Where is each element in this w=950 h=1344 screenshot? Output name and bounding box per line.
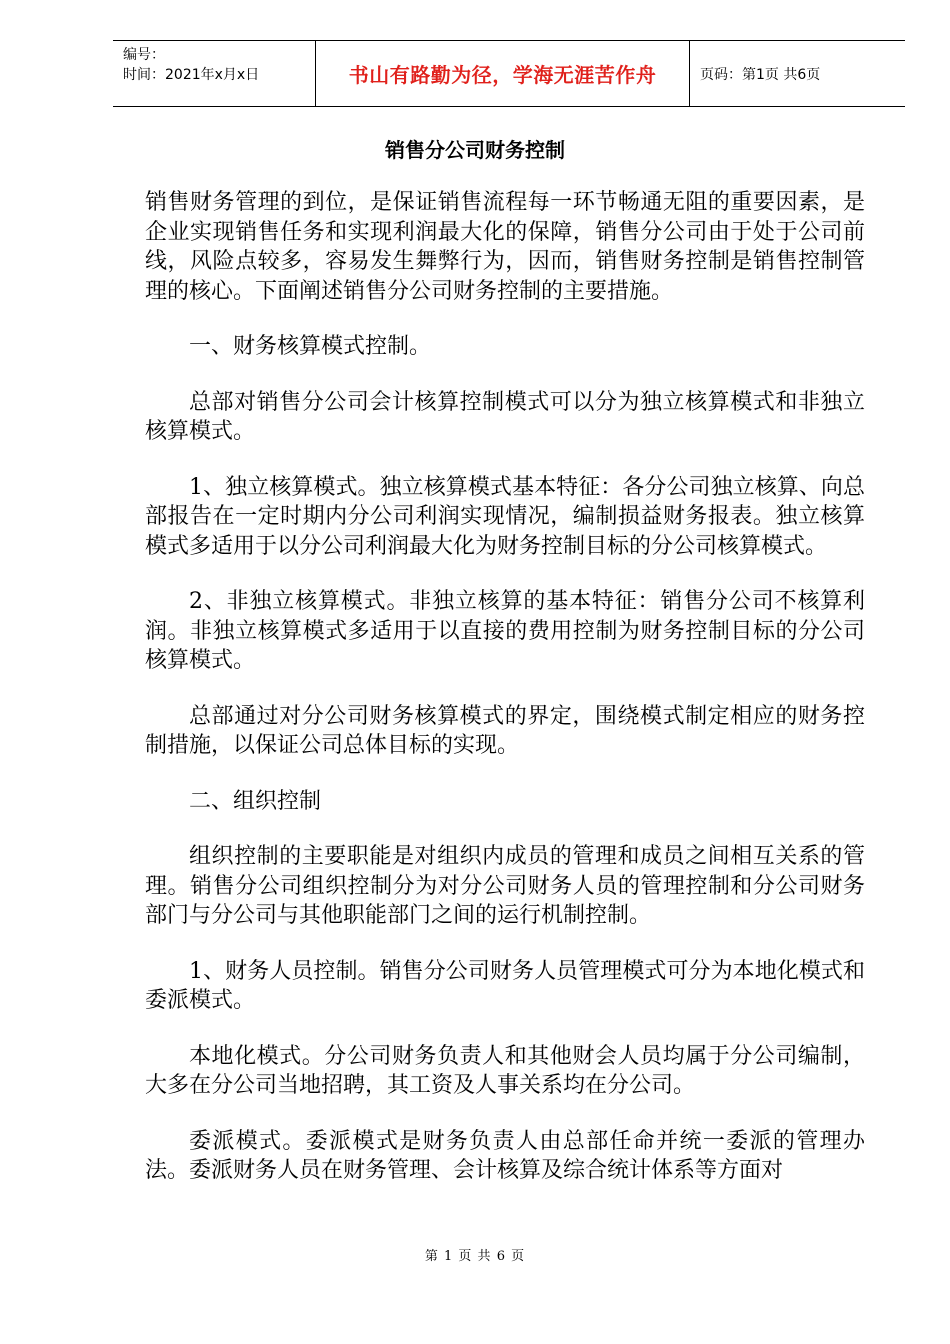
paragraph: 1、独立核算模式。独立核算模式基本特征：各分公司独立核算、向总部报告在一定时期内分公司利润实现情况，编制损益财务报表。独立核算模式多适用于以分公司利润最大化为财务控制目标的分公司核算模式。: [145, 474, 865, 559]
paragraph: 1、财务人员控制。销售分公司财务人员管理模式可分为本地化模式和委派模式。: [145, 958, 865, 1013]
paragraph: 2、非独立核算模式。非独立核算的基本特征：销售分公司不核算利润。非独立核算模式多适用于以直接的费用控制为财务控制目标的分公司核算模式。: [145, 589, 865, 673]
header-motto: 书山有路勤为径，学海无涯苦作舟: [348, 63, 657, 87]
header-meta-cell: [113, 41, 316, 106]
document-code-label: 编号：: [123, 47, 165, 63]
header-page-info: 页码：第1页 共6页: [700, 66, 821, 83]
paragraph: 本地化模式。分公司财务负责人和其他财会人员均属于分公司编制，大多在分公司当地招聘，其工资及人事关系均在分公司。: [145, 1043, 865, 1098]
section-heading-organization-control: 二、组织控制: [189, 788, 322, 814]
header-table: [113, 40, 905, 107]
document-body: [145, 188, 865, 1212]
paragraph: 委派模式。委派模式是财务负责人由总部任命并统一委派的管理办法。委派财务人员在财务管理、会计核算及综合统计体系等方面对: [145, 1128, 865, 1183]
section-heading-accounting-mode: 一、财务核算模式控制。: [189, 334, 432, 359]
paragraph: 总部对销售分公司会计核算控制模式可以分为独立核算模式和非独立核算模式。: [145, 389, 865, 444]
header-motto-cell: [316, 41, 690, 106]
paragraph-intro: 销售财务管理的到位，是保证销售流程每一环节畅通无阻的重要因素，是企业实现销售任务和实现利润最大化的保障，销售分公司由于处于公司前线，风险点较多，容易发生舞弊行为，因而，销售财务控制是销售控制管理的核心。下面阐述销售分公司财务控制的主要措施。: [145, 190, 865, 304]
document-time-label: 时间：2021年x月x日: [123, 67, 260, 83]
header-page-cell: [690, 41, 905, 106]
page-footer: 第 1 页 共 6 页: [424, 1249, 526, 1264]
paragraph: 组织控制的主要职能是对组织内成员的管理和成员之间相互关系的管理。销售分公司组织控制分为对分公司财务人员的管理控制和分公司财务部门与分公司与其他职能部门之间的运行机制控制。: [145, 844, 865, 928]
paragraph: 总部通过对分公司财务核算模式的界定，围绕模式制定相应的财务控制措施，以保证公司总体目标的实现。: [145, 703, 865, 758]
document-title: 销售分公司财务控制: [385, 138, 565, 162]
